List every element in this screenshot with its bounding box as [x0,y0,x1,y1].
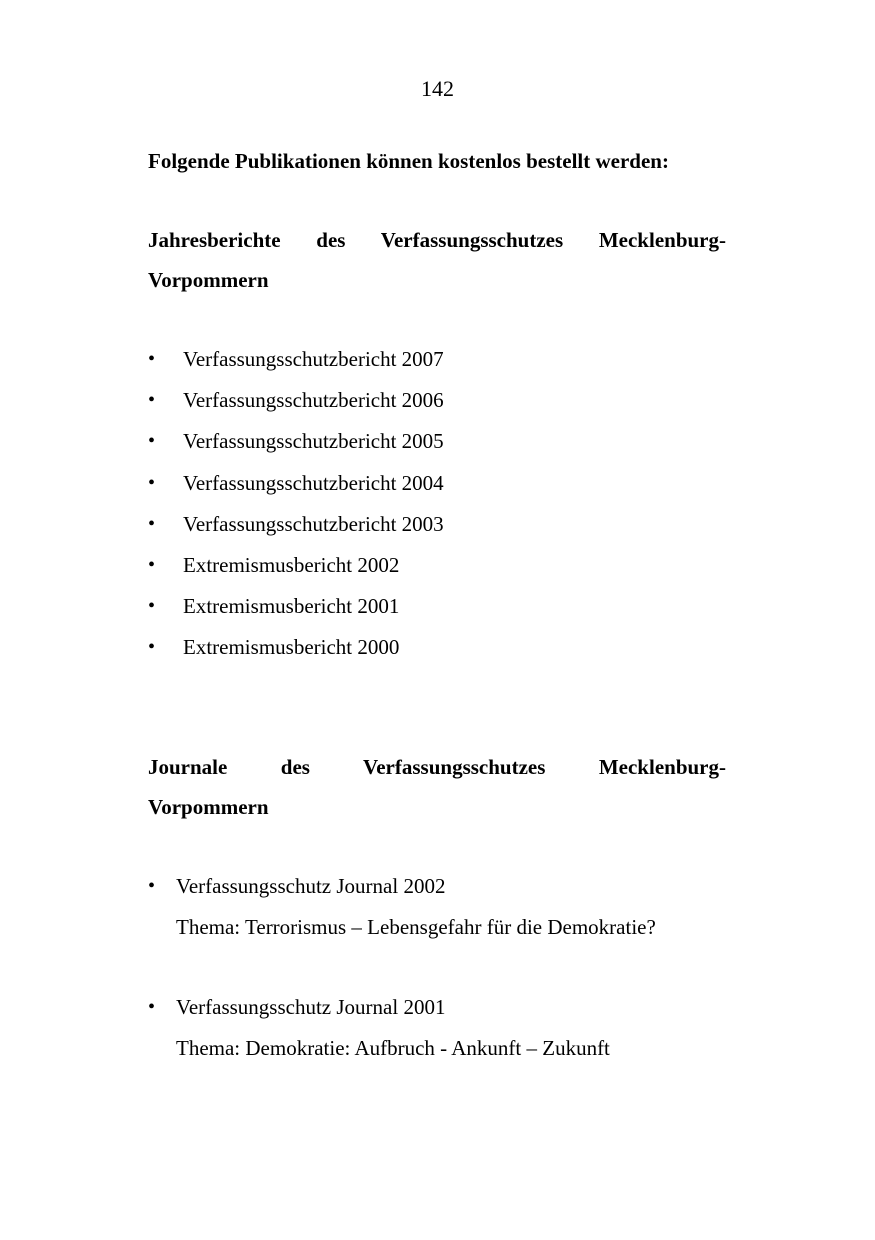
list-item [148,385,444,426]
list-item [148,509,444,550]
journal-item [148,987,610,1069]
bullet-icon: • [148,471,156,494]
list-item [148,468,444,509]
journal-name: Verfassungsschutz Journal 2001 [176,995,446,1019]
journal-item [148,866,656,948]
list-item-label: Verfassungsschutzbericht 2003 [183,511,444,536]
bullet-icon: • [148,430,156,453]
list-item [148,632,444,673]
list-item-label: Verfassungsschutzbericht 2006 [183,388,444,413]
journal-theme: Thema: Demokratie: Aufbruch - Ankunft – Zukunft [176,1036,610,1060]
journale-heading-line2: Vorpommern [148,795,269,819]
list-item-label: Verfassungsschutzbericht 2005 [183,429,444,454]
bullet-icon: • [148,512,156,535]
list-item-label: Extremismusbericht 2001 [183,594,400,619]
journal-name: Verfassungsschutz Journal 2002 [176,874,446,898]
list-item [148,550,444,591]
bullet-icon: • [148,595,156,618]
list-item-label: Extremismusbericht 2000 [183,635,400,660]
journale-heading [148,747,726,827]
list-item-label: Verfassungsschutzbericht 2004 [183,470,444,495]
jahresberichte-heading [148,220,726,300]
bullet-icon: • [148,389,156,412]
jahresberichte-list [148,344,444,674]
list-item [148,344,444,385]
list-item-label: Extremismusbericht 2002 [183,552,400,577]
jahresberichte-heading-line1: Jahresberichte des Verfassungsschutzes Mecklenburg- [148,228,726,252]
bullet-icon: • [148,875,156,897]
bullet-icon: • [148,348,156,370]
list-item-label: Verfassungsschutzbericht 2007 [183,347,444,371]
bullet-icon: • [148,996,156,1018]
journale-heading-line1: Journale des Verfassungsschutzes Mecklenburg- [148,755,726,779]
bullet-icon: • [148,553,156,576]
page-number: 142 [421,76,454,101]
bullet-icon: • [148,636,156,659]
list-item [148,426,444,467]
intro-heading: Folgende Publikationen können kostenlos bestellt werden: [148,149,669,173]
journal-theme: Thema: Terrorismus – Lebensgefahr für die Demokratie? [176,915,656,939]
list-item [148,591,444,632]
jahresberichte-heading-line2: Vorpommern [148,268,269,292]
